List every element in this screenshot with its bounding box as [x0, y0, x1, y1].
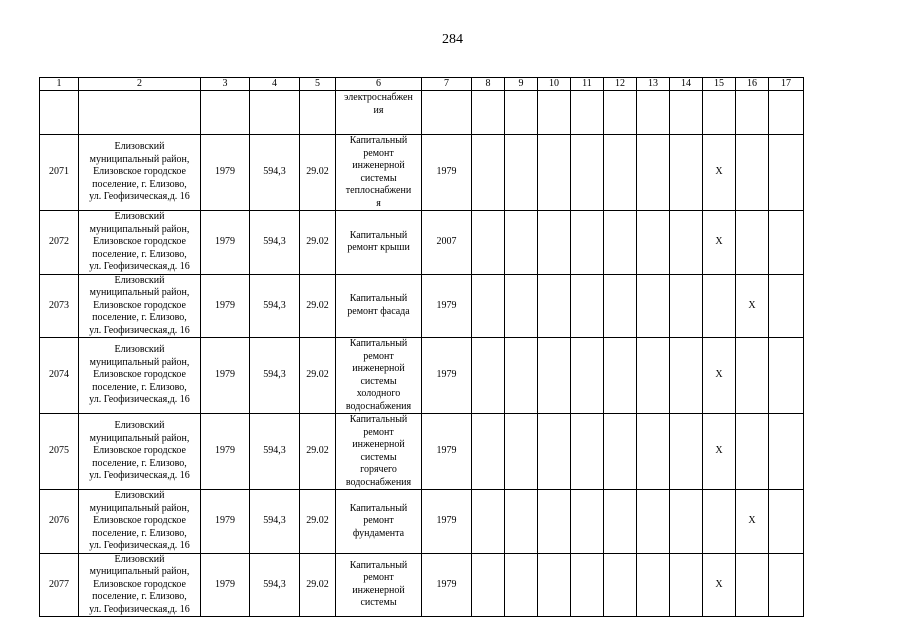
- table-row: [40, 274, 804, 338]
- year-cell: 1979: [422, 553, 472, 617]
- area-cell: 594,3: [250, 553, 300, 617]
- table-cell: [703, 91, 736, 135]
- table-cell: [571, 414, 604, 490]
- table-cell: [571, 274, 604, 338]
- table-cell: [604, 490, 637, 554]
- year-built-cell: 1979: [201, 553, 250, 617]
- mark-cell-15: Х: [703, 553, 736, 617]
- year-built-cell: 1979: [201, 414, 250, 490]
- address-cell: Елизовский муниципальный район, Елизовское городское поселение, г. Елизово, ул. Геофизическая,д. 16: [79, 211, 201, 275]
- table-cell: [604, 91, 637, 135]
- table-cell: [571, 338, 604, 414]
- table-cell: [250, 91, 300, 135]
- table-cell: [505, 211, 538, 275]
- column-header: 5: [300, 78, 336, 91]
- mark-cell-15: [703, 490, 736, 554]
- mark-cell-15: Х: [703, 338, 736, 414]
- table-cell: [505, 135, 538, 211]
- mark-cell-16: Х: [736, 490, 769, 554]
- table-cell: [538, 91, 571, 135]
- table-row: [40, 490, 804, 554]
- table-cell: [604, 135, 637, 211]
- code-cell: 29.02: [300, 490, 336, 554]
- column-header: 3: [201, 78, 250, 91]
- table-cell: [637, 338, 670, 414]
- table-row: [40, 553, 804, 617]
- column-header: 11: [571, 78, 604, 91]
- table-cell: [538, 414, 571, 490]
- table-cell: [538, 274, 571, 338]
- table-cell: [736, 91, 769, 135]
- table-cell: [769, 338, 804, 414]
- table-cell: [571, 135, 604, 211]
- mark-cell-16: [736, 211, 769, 275]
- table-cell: [538, 490, 571, 554]
- year-built-cell: 1979: [201, 490, 250, 554]
- mark-cell-15: Х: [703, 414, 736, 490]
- mark-cell-15: Х: [703, 211, 736, 275]
- table-cell: [472, 274, 505, 338]
- column-header: 8: [472, 78, 505, 91]
- year-built-cell: 1979: [201, 338, 250, 414]
- table-cell: [604, 274, 637, 338]
- row-number-cell: 2077: [40, 553, 79, 617]
- year-cell: 1979: [422, 135, 472, 211]
- table-cell: [505, 553, 538, 617]
- area-cell: 594,3: [250, 414, 300, 490]
- table-cell: [670, 135, 703, 211]
- table-cell: [637, 490, 670, 554]
- table-cell: [670, 274, 703, 338]
- table-cell: [670, 490, 703, 554]
- row-number-cell: 2075: [40, 414, 79, 490]
- table-cell: [670, 338, 703, 414]
- column-header: 13: [637, 78, 670, 91]
- table-cell: [637, 91, 670, 135]
- table-cell: [769, 211, 804, 275]
- page-number: 284: [442, 32, 463, 47]
- table-cell: [670, 414, 703, 490]
- code-cell: 29.02: [300, 274, 336, 338]
- table-cell: [505, 338, 538, 414]
- year-built-cell: 1979: [201, 135, 250, 211]
- table-cell: [538, 211, 571, 275]
- column-header: 6: [336, 78, 422, 91]
- code-cell: 29.02: [300, 135, 336, 211]
- table-cell: [472, 490, 505, 554]
- address-cell: Елизовский муниципальный район, Елизовское городское поселение, г. Елизово, ул. Геофизическая,д. 16: [79, 274, 201, 338]
- row-number-cell: 2074: [40, 338, 79, 414]
- code-cell: 29.02: [300, 211, 336, 275]
- mark-cell-16: [736, 135, 769, 211]
- table-cell: [538, 135, 571, 211]
- address-cell: Елизовский муниципальный район, Елизовское городское поселение, г. Елизово, ул. Геофизическая,д. 16: [79, 490, 201, 554]
- row-number-cell: 2076: [40, 490, 79, 554]
- column-header: 9: [505, 78, 538, 91]
- year-cell: 1979: [422, 274, 472, 338]
- table-cell: [505, 414, 538, 490]
- code-cell: 29.02: [300, 338, 336, 414]
- mark-cell-16: [736, 553, 769, 617]
- table-cell: [670, 553, 703, 617]
- table-row: [40, 135, 804, 211]
- table-cell: [571, 553, 604, 617]
- table-cell: [505, 91, 538, 135]
- table-cell: [472, 553, 505, 617]
- table-cell: [604, 553, 637, 617]
- mark-cell-16: Х: [736, 274, 769, 338]
- table-cell: [769, 274, 804, 338]
- area-cell: 594,3: [250, 211, 300, 275]
- address-cell: Елизовский муниципальный район, Елизовское городское поселение, г. Елизово, ул. Геофизическая,д. 16: [79, 414, 201, 490]
- row-number-cell: 2072: [40, 211, 79, 275]
- table-cell: [604, 338, 637, 414]
- column-header: 2: [79, 78, 201, 91]
- table-cell: [769, 490, 804, 554]
- mark-cell-15: [703, 274, 736, 338]
- year-cell: 1979: [422, 490, 472, 554]
- table-row: [40, 338, 804, 414]
- table-cell: [769, 553, 804, 617]
- year-cell: 2007: [422, 211, 472, 275]
- address-cell: Елизовский муниципальный район, Елизовское городское поселение, г. Елизово, ул. Геофизическая,д. 16: [79, 338, 201, 414]
- year-cell: 1979: [422, 338, 472, 414]
- mark-cell-16: [736, 414, 769, 490]
- table-row: [40, 414, 804, 490]
- mark-cell-15: Х: [703, 135, 736, 211]
- table-cell: [472, 91, 505, 135]
- table-cell: [472, 414, 505, 490]
- mark-cell-16: [736, 338, 769, 414]
- table-cell: [505, 274, 538, 338]
- code-cell: 29.02: [300, 553, 336, 617]
- address-cell: Елизовский муниципальный район, Елизовское городское поселение, г. Елизово, ул. Геофизическая,д. 16: [79, 553, 201, 617]
- table-cell: [637, 553, 670, 617]
- table-cell: [637, 274, 670, 338]
- table-cell: [472, 338, 505, 414]
- table-cell: [670, 91, 703, 135]
- year-cell: 1979: [422, 414, 472, 490]
- work-type-cell: Капитальный ремонт инженерной системы: [336, 553, 422, 617]
- column-number-header-row: [40, 78, 804, 91]
- row-number-cell: 2073: [40, 274, 79, 338]
- repair-schedule-table: [39, 77, 804, 617]
- column-header: 1: [40, 78, 79, 91]
- table-cell: [472, 211, 505, 275]
- work-type-cell: Капитальный ремонт крыши: [336, 211, 422, 275]
- work-type-cell: электроснабжен ия: [336, 91, 422, 135]
- table-cell: [472, 135, 505, 211]
- address-cell: Елизовский муниципальный район, Елизовское городское поселение, г. Елизово, ул. Геофизическая,д. 16: [79, 135, 201, 211]
- column-header: 7: [422, 78, 472, 91]
- table-cell: [571, 490, 604, 554]
- work-type-cell: Капитальный ремонт инженерной системы горячего водоснабжения: [336, 414, 422, 490]
- table-cell: [201, 91, 250, 135]
- area-cell: 594,3: [250, 135, 300, 211]
- column-header: 4: [250, 78, 300, 91]
- table-cell: [571, 211, 604, 275]
- area-cell: 594,3: [250, 490, 300, 554]
- column-header: 17: [769, 78, 804, 91]
- table-cell: [769, 91, 804, 135]
- table-cell: [637, 414, 670, 490]
- table-cell: [769, 414, 804, 490]
- table-row: [40, 211, 804, 275]
- code-cell: 29.02: [300, 414, 336, 490]
- table-cell: [571, 91, 604, 135]
- table-cell: [300, 91, 336, 135]
- row-number-cell: 2071: [40, 135, 79, 211]
- column-header: 12: [604, 78, 637, 91]
- year-built-cell: 1979: [201, 211, 250, 275]
- table-cell: [637, 135, 670, 211]
- column-header: 14: [670, 78, 703, 91]
- year-built-cell: 1979: [201, 274, 250, 338]
- work-type-cell: Капитальный ремонт фундамента: [336, 490, 422, 554]
- column-header: 15: [703, 78, 736, 91]
- table-cell: [538, 338, 571, 414]
- continuation-row: [40, 91, 804, 135]
- table-cell: [505, 490, 538, 554]
- table-cell: [40, 91, 79, 135]
- column-header: 16: [736, 78, 769, 91]
- table-cell: [670, 211, 703, 275]
- area-cell: 594,3: [250, 274, 300, 338]
- area-cell: 594,3: [250, 338, 300, 414]
- work-type-cell: Капитальный ремонт фасада: [336, 274, 422, 338]
- table-cell: [604, 414, 637, 490]
- table-cell: [79, 91, 201, 135]
- table-cell: [422, 91, 472, 135]
- table-cell: [637, 211, 670, 275]
- table-cell: [604, 211, 637, 275]
- work-type-cell: Капитальный ремонт инженерной системы холодного водоснабжения: [336, 338, 422, 414]
- work-type-cell: Капитальный ремонт инженерной системы теплоснабжени я: [336, 135, 422, 211]
- table-cell: [538, 553, 571, 617]
- table-cell: [769, 135, 804, 211]
- column-header: 10: [538, 78, 571, 91]
